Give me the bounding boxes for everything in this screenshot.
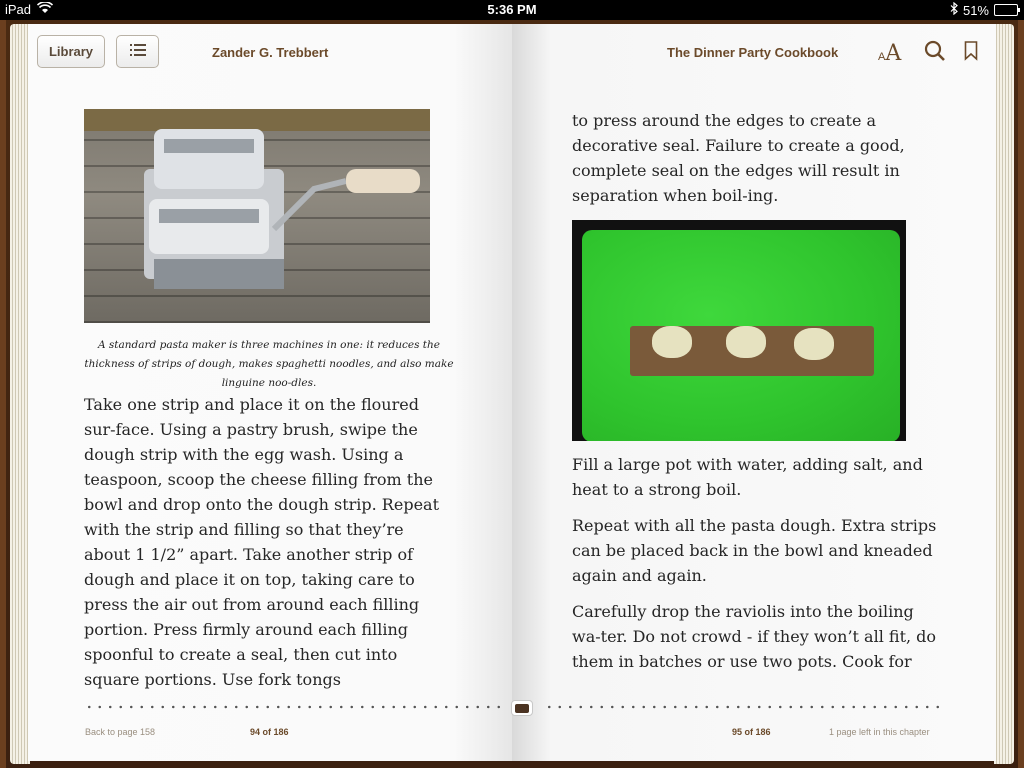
right-page-paragraph-4: Carefully drop the raviolis into the boiling wa-ter. Do not crowd - if they won’t all fit, do them in batches or use two pots. Cook for [572,602,937,671]
right-page-paragraph-3: Repeat with all the pasta dough. Extra strips can be placed back in the bowl and kneaded again and again. [572,516,937,585]
bluetooth-icon [950,2,958,18]
library-button[interactable] [37,35,105,68]
image-caption: A standard pasta maker is three machines in one: it reduces the thickness of strips of dough, makes spaghetti noodles, and also make linguine noo-dles. [84,339,454,389]
left-page-paragraph: Take one strip and place it on the floured sur-face. Using a pastry brush, swipe the dough strip with the egg wash. Using a teaspoon, scoop the cheese filling from the bowl and drop onto the dough strip. Repeat with the strip and filling so that they’re about 1 1/2” apart. Take another strip of dough and place it on top, taking care to press the air out from around each filling portion. Press firmly around each filling spoonful to create a seal, then cut into square portions. Use fork tongs [84,395,439,689]
list-icon [130,44,146,59]
right-page-paragraph-2: Fill a large pot with water, adding salt, and heat to a strong boil. [572,455,923,499]
status-bar [0,0,1024,20]
battery-percent: 51% [962,2,989,18]
font-size-button[interactable] [878,41,901,66]
page-stack-right [994,24,1014,764]
bookmark-button[interactable] [964,41,978,66]
device-label: iPad [5,2,32,17]
right-page-paragraph-1: to press around the edges to create a decorative seal. Failure to create a good, complete seal on the edges will result in separation when boil-ing. [572,111,905,205]
back-to-page-link[interactable]: Back to page 158 [85,727,156,737]
bookmark-icon [964,48,978,65]
chapter-pages-left: 1 page left in this chapter [829,727,930,737]
left-page[interactable] [28,24,512,761]
page-stack-left [10,24,30,764]
page-scrubber-track-left[interactable] [84,705,504,709]
author-name: Zander G. Trebbert [212,45,329,60]
pasta-maker-image [84,109,430,323]
book-title: The Dinner Party Cookbook [667,45,839,60]
table-of-contents-button[interactable] [116,35,159,68]
left-page-number: 94 of 186 [250,727,289,737]
right-page[interactable] [512,24,996,761]
search-icon [924,49,946,66]
font-large-icon: A [885,41,902,66]
search-button[interactable] [924,40,946,67]
clock: 5:36 PM [487,2,537,17]
ravioli-image [572,220,906,441]
right-page-number: 95 of 186 [732,727,771,737]
page-scrubber-handle[interactable] [511,700,533,716]
font-small-icon: A [878,51,886,63]
page-scrubber-track-right[interactable] [544,705,944,709]
battery-icon [994,4,1018,16]
library-button-label: Library [48,44,94,59]
